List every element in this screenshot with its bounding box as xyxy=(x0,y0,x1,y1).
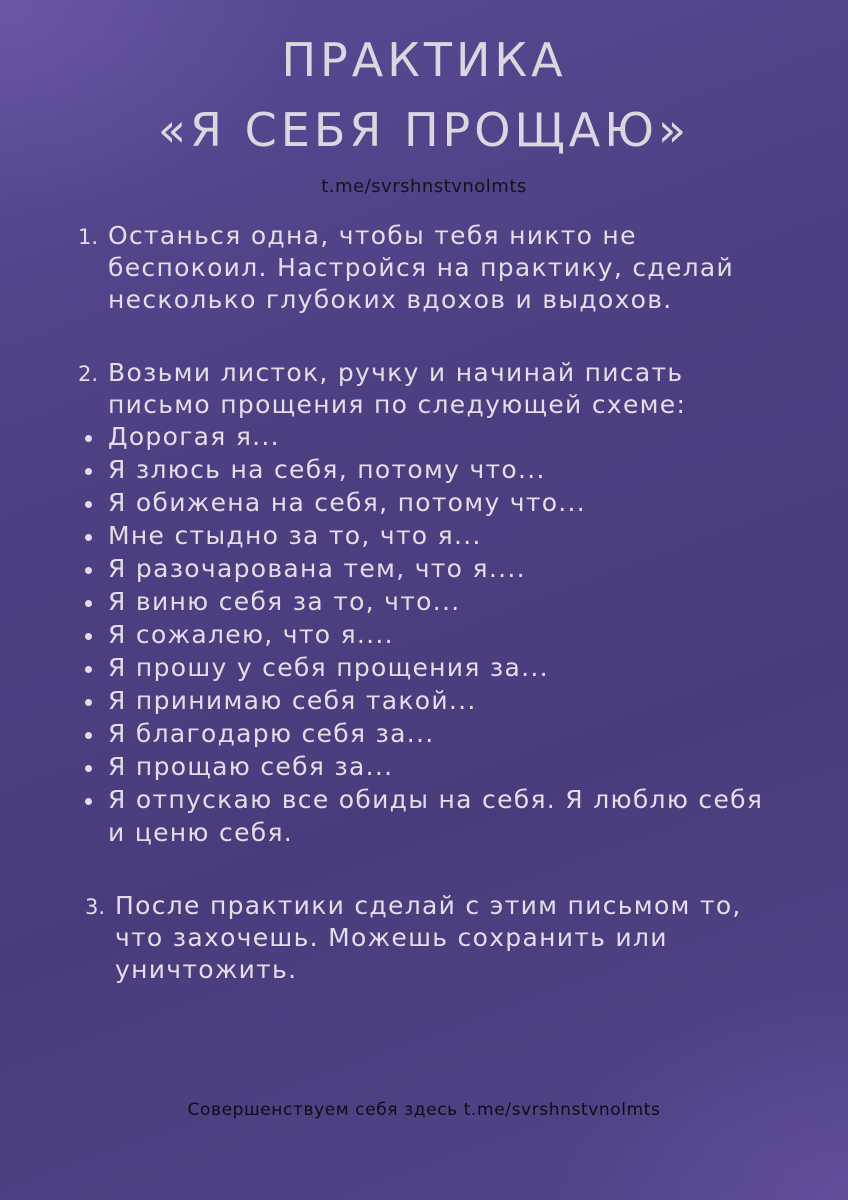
bullet-item-text: Я прошу у себя прощения за... xyxy=(108,653,549,682)
page-title-line-2: «Я СЕБЯ ПРОЩАЮ» xyxy=(157,103,691,157)
bullet-icon xyxy=(85,501,92,508)
step-number: 2. xyxy=(78,362,99,386)
bullet-item-text: Дорогая я... xyxy=(108,422,280,451)
bullet-icon xyxy=(85,534,92,541)
step-text-line: После практики сделай с этим письмом то, xyxy=(115,891,742,920)
step-number: 1. xyxy=(78,225,99,249)
bullet-icon xyxy=(85,732,92,739)
bullet-icon xyxy=(85,666,92,673)
bullet-icon xyxy=(85,468,92,475)
step-number: 3. xyxy=(85,895,106,919)
step-text-line: Останься одна, чтобы тебя никто не xyxy=(108,221,637,250)
bullet-item-text: Я обижена на себя, потому что... xyxy=(108,488,587,517)
bullet-item-text: Я злюсь на себя, потому что... xyxy=(108,455,546,484)
step-text-line: письмо прощения по следующей схеме: xyxy=(108,390,687,419)
bullet-icon xyxy=(85,633,92,640)
bullet-item-text: Я отпускаю все обиды на себя. Я люблю себя xyxy=(108,785,764,814)
bullet-icon xyxy=(85,699,92,706)
step-text-line: Возьми листок, ручку и начинай писать xyxy=(108,358,684,387)
page-title-line-1: ПРАКТИКА xyxy=(281,33,567,87)
step-text-line: уничтожить. xyxy=(115,955,298,984)
bullet-icon xyxy=(85,600,92,607)
bullet-item-text: Я принимаю себя такой... xyxy=(108,686,477,715)
telegram-link-top[interactable]: t.me/svrshnstvnolmts xyxy=(321,176,527,197)
step-text-line: что захочешь. Можешь сохранить или xyxy=(115,923,668,952)
bullet-icon xyxy=(85,435,92,442)
bullet-item-text: Я виню себя за то, что... xyxy=(108,587,461,616)
bullet-item-text: Я сожалею, что я.... xyxy=(108,620,394,649)
bullet-item-text: Я разочарована тем, что я.... xyxy=(108,554,526,583)
step-text-line: беспокоил. Настройся на практику, сделай xyxy=(108,253,735,282)
step-text-line: несколько глубоких вдохов и выдохов. xyxy=(108,285,673,314)
bullet-icon xyxy=(85,567,92,574)
bullet-item-text: и ценю себя. xyxy=(108,818,294,847)
bullet-item-text: Мне стыдно за то, что я... xyxy=(108,521,482,550)
footer-promo[interactable]: Совершенствуем себя здесь t.me/svrshnstvnolmts xyxy=(187,1100,661,1120)
bullet-item-text: Я прощаю себя за... xyxy=(108,752,394,781)
bullet-icon xyxy=(85,798,92,805)
bullet-item-text: Я благодарю себя за... xyxy=(108,719,435,748)
bullet-icon xyxy=(85,765,92,772)
